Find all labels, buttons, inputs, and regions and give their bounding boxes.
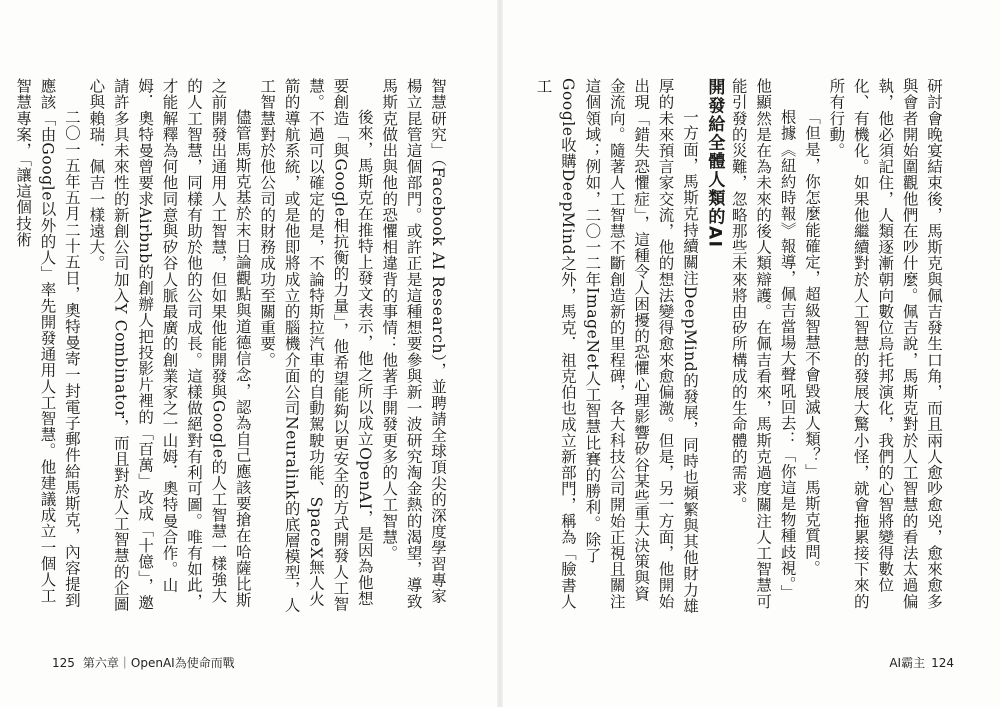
- paragraph: 智慧研究」（Facebook AI Research），並聘請全球頂尖的深度學習專家楊立昆管這個部門。或許正是這種想要參與新一波研究淘金熱的渴望，導致馬斯克做出與他的恐懼相違背的事情：他著手開發更多的人工智慧。: [380, 78, 447, 610]
- right-folio: [889, 654, 954, 671]
- book-gutter: [497, 0, 503, 707]
- left-folio: [52, 654, 235, 671]
- left-page-body: [14, 78, 450, 614]
- paragraph: 一方面，馬斯克持續關注DeepMind的發展，同時也頻繁與其他財力雄厚的未來預言家交流，他的想法變得愈來愈偏激。但是，另一方面，他開始出現「錯失恐懼症」，這種令人困擾的恐懼心理影響矽谷某些重大決策與資金流向。隨著人工智慧不斷創造新的里程碑，各大科技公司開始正視且關注這個領域；例如，二〇一二年ImageNet人工智慧比賽的勝利。除了Google收購DeepMind之外，馬克．祖克伯也成立新部門，稱為「臉書人工: [534, 78, 699, 614]
- paragraph: 「但是，你怎麼能確定，超級智慧不會毀滅人類？」馬斯克質問。: [802, 109, 821, 576]
- chapter-title: 第六章｜OpenAI為使命而戰: [82, 656, 235, 670]
- page-number: 125: [52, 656, 75, 670]
- paragraph: 二〇一五年五月二十五日，奧特曼寄一封電子郵件給馬斯克，內容提到應該「由Google以外的人」率先開發通用人工智慧。他建議成立一個人工智慧專案，「讓這個技術: [14, 78, 81, 609]
- right-page-body: [534, 78, 946, 614]
- section-heading: 開發給全體人類的AI: [704, 78, 725, 249]
- page-number: 124: [931, 656, 954, 670]
- paragraph: 研討會晚宴結束後，馬斯克與佩吉發生口角，而且兩人愈吵愈兇，愈來愈多與會者開始圍觀他們在吵什麼。佩吉說，馬斯克對於人工智慧的看法太過偏執，他必須記住，人類逐漸朝向數位烏托邦演化，我們的心智將變得數位化、有機化。如果他繼續對於人工智慧的發展大驚小怪，就會拖累接下來的所有行動。: [827, 78, 943, 610]
- book-title: AI霸主: [889, 656, 926, 670]
- paragraph: 儘管馬斯克基於末日論觀點與道德信念，認為自己應該要搶在哈薩比斯之前開發出通用人工智慧，但如果他能開發與Google的人工智慧一樣強大的人工智慧，同樣有助於他的公司成長。這樣做絕對有利可圖。唯有如此，才能解釋為何他同意與矽谷人脈最廣的創業家之一山姆．奧特曼合作。山姆．奧特曼曾要求Airbnb的創辦人把投影片裡的「百萬」改成「十億」，邀請許多具未來性的新創公司加入Y Combinator，而且對於人工智慧的企圖心與賴瑞．佩吉一樣遠大。: [87, 78, 252, 612]
- paragraph: 後來，馬斯克在推特上發文表示，他之所以成立OpenAI，是因為他想要創造「與Google相抗衡的力量」，他希望能夠以更安全的方式開發人工智慧。不過可以確定的是，不論特斯拉汽車的自動駕駛功能、SpaceX無人火箭的導航系統，或是他即將成立的腦機介面公司Neuralink的底層模型，人工智慧對於他公司的財務成功至關重要。: [258, 78, 374, 613]
- paragraph: 根據《紐約時報》報導，佩吉當場大聲吼回去：「你這是物種歧視。」他顯然是在為未來的後人類辯護。在佩吉看來，馬斯克過度關注人工智慧可能引發的災難，忽略那些未來將由矽所構成的生命體的需求。: [729, 78, 797, 610]
